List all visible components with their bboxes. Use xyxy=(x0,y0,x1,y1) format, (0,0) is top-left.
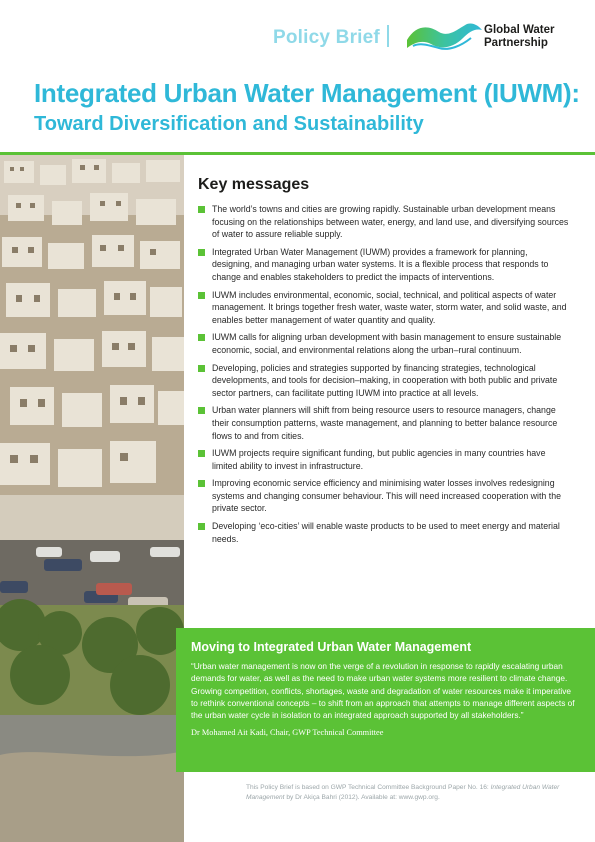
header xyxy=(0,0,595,70)
page-subtitle: Toward Diversification and Sustainability xyxy=(34,113,424,135)
key-message-item xyxy=(198,203,570,241)
footnote-text-2: by Dr Akiça Bahri (2012). Available at: www.gwp.org. xyxy=(284,794,440,801)
logo-line-1: Global Water xyxy=(484,24,555,36)
policy-brief-label: Policy Brief xyxy=(273,27,380,48)
panel-quote: “Urban water management is now on the verge of a revolution in response to rapidly escalating urban demands for water, as well as the need to make urban water systems more resilient to climate change. Growing competition, conflicts, shortages, waste and degradation of water resources make it imperative to rethink conventional concepts – to shift from an approach that attempts to manage different aspects of the urban water cycle in isolation to an integrated approach supported by all stakeholders.” xyxy=(191,661,575,721)
key-message-item xyxy=(198,362,570,400)
gwp-logo-text xyxy=(484,24,555,50)
key-messages-section xyxy=(198,176,570,550)
bullet-square-icon xyxy=(198,249,205,256)
key-messages-list xyxy=(198,203,570,545)
key-message-text: IUWM includes environmental, economic, social, technical, and political aspects of water management. It brings together fresh water, waste water, storm water, and solid waste, and enables better management of water quantity and quality. xyxy=(212,289,567,325)
key-message-text: IUWM projects require significant funding, but public agencies in many countries have limited ability to invest in infrastructure. xyxy=(212,448,546,471)
key-message-text: Integrated Urban Water Management (IUWM) provides a framework for planning, designing, and managing urban water systems. It is a flexible process that responds to change and enables stakeholders to predict the impacts of interventions. xyxy=(212,246,549,282)
bullet-square-icon xyxy=(198,334,205,341)
key-message-text: Improving economic service efficiency and minimising water losses involves redesigning systems and changing consumer behaviour. This will need increased cooperation with the private sector. xyxy=(212,478,561,514)
key-message-item xyxy=(198,520,570,545)
bullet-square-icon xyxy=(198,450,205,457)
quote-panel xyxy=(176,628,595,772)
key-message-item xyxy=(198,447,570,472)
header-divider xyxy=(387,25,389,47)
key-message-text: Developing, policies and strategies supported by financing strategies, technological developments, and tools for decision–making, in cooperation with both public and private sector partners, can facilitate putting IUWM into practice at all levels. xyxy=(212,362,558,398)
panel-citation: Dr Mohamed Ait Kadi, Chair, GWP Technical Committee xyxy=(191,728,384,738)
footnote-text-1: This Policy Brief is based on GWP Technical Committee Background Paper No. 16: xyxy=(246,784,491,791)
bullet-square-icon xyxy=(198,407,205,414)
key-message-item xyxy=(198,246,570,284)
page-title: Integrated Urban Water Management (IUWM): xyxy=(34,78,580,108)
key-message-text: IUWM calls for aligning urban development with basin management to ensure sustainable economic, social, and environmental relations along the urban–rural continuum. xyxy=(212,332,562,355)
key-message-text: The world’s towns and cities are growing rapidly. Sustainable urban development means focusing on the relationships between water, energy, and land use, and diversifying sources of water to assure reliable supply. xyxy=(212,204,569,240)
key-message-text: Developing ‘eco-cities’ will enable waste products to be used to meet energy and material needs. xyxy=(212,521,560,544)
bullet-square-icon xyxy=(198,292,205,299)
bullet-square-icon xyxy=(198,365,205,372)
bullet-square-icon xyxy=(198,206,205,213)
key-message-text: Urban water planners will shift from being resource users to resource managers, change their consumption patterns, waste management, and planning to better balance resource flows to and from cities. xyxy=(212,405,558,441)
bullet-square-icon xyxy=(198,523,205,530)
key-message-item xyxy=(198,404,570,442)
key-message-item xyxy=(198,331,570,356)
bullet-square-icon xyxy=(198,480,205,487)
footnote-paper-title: Integrated Urban Water Management xyxy=(246,784,560,801)
key-messages-heading: Key messages xyxy=(198,176,310,193)
panel-heading: Moving to Integrated Urban Water Management xyxy=(191,640,472,654)
source-footnote xyxy=(246,783,566,803)
key-message-item xyxy=(198,289,570,327)
key-message-item xyxy=(198,477,570,515)
logo-line-2: Partnership xyxy=(484,37,548,49)
city-river-photo xyxy=(0,155,184,842)
gwp-logo-icon xyxy=(405,20,483,54)
